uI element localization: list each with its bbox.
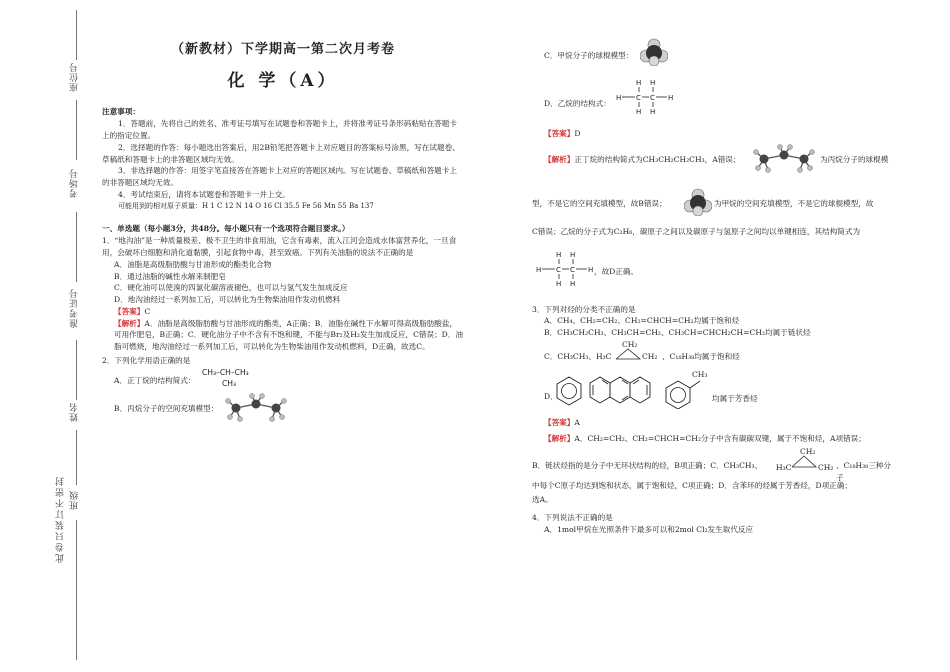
q2-analysis-line2 bbox=[532, 188, 894, 218]
q3-option-c-tail: 、C₁₈H₃₈均属于饱和烃 bbox=[662, 351, 740, 361]
atomic-masses: 可能用到的相对原子质量：H 1 C 12 N 14 O 16 Cl 35.5 Fe 56 Mn 55 Ba 137 bbox=[118, 201, 374, 210]
exam-room-label: 考场号 bbox=[70, 168, 80, 198]
q3-analysis-line2 bbox=[532, 446, 894, 483]
svg-text:H: H bbox=[556, 250, 562, 259]
svg-text:C: C bbox=[650, 94, 655, 102]
q1-option-a: A．油脂是高级脂肪酸与甘油形成的酯类化合物 bbox=[114, 259, 272, 269]
svg-text:H: H bbox=[636, 108, 642, 116]
svg-text:H: H bbox=[650, 79, 656, 87]
room-number-line bbox=[76, 100, 77, 160]
q2-analysis-line3 bbox=[532, 250, 894, 290]
q2-option-a-text: A．正丁烷的结构简式： bbox=[114, 375, 196, 385]
answer-value: C bbox=[144, 306, 151, 316]
q1-answer bbox=[102, 306, 464, 318]
benzene-ring-icon bbox=[554, 375, 584, 407]
svg-text:H: H bbox=[650, 108, 656, 116]
svg-text:H: H bbox=[636, 79, 642, 87]
exam-title: （新教材）下学期高一第二次月考卷 bbox=[170, 42, 395, 57]
analysis-text: B．链状烃指的是分子中无环状结构的烃，B项正确；C．CH₃CH₃、 bbox=[532, 461, 763, 471]
q2-formula-bottom: CH₃ bbox=[222, 378, 237, 388]
q2-option-b-text: B．丙烷分子的空间充填模型： bbox=[114, 403, 219, 413]
analysis-text: 为丙烷分子的球棍模 bbox=[820, 154, 889, 164]
q1-stem: 1．“地沟油”是一种质量极差、极不卫生的非食用油，它含有毒素，流入江河会造成水体富营养化，一旦食用，会破坏白细胞和消化道黏膜，引起食物中毒，甚至致癌。下列有关油脂的说法不正确的是 bbox=[102, 236, 457, 257]
analysis-text: C错误；乙烷的分子式为C₂H₆，碳原子之间以及碳原子与氢原子之间均以单键相连，其结构简式为 bbox=[532, 226, 861, 236]
svg-text:H: H bbox=[668, 94, 674, 102]
cyclopropane-right-label: CH₂ bbox=[642, 351, 658, 361]
q2-option-d-text: D．乙烷的结构式： bbox=[544, 99, 611, 108]
q3-option-d bbox=[532, 369, 894, 409]
q3-option-a: A．CH₄、CH₂=CH₂、CH₂=CHCH=CH₂均属于饱和烃 bbox=[544, 316, 740, 326]
svg-text:H: H bbox=[536, 265, 542, 274]
note-item: 1．答题前，先将自己的姓名、准考证号填写在试题卷和答题卡上，并将准考证号条形码粘贴在答题卡上的指定位置。 bbox=[102, 119, 457, 141]
cyclopropane-left-label: H₃C bbox=[776, 463, 792, 473]
class-line bbox=[76, 430, 77, 485]
propane-ball-stick-icon bbox=[750, 144, 818, 174]
seat-number-label: 座位号 bbox=[70, 62, 80, 92]
svg-text:C: C bbox=[636, 94, 641, 102]
cyclopropane-right-label: CH₂ bbox=[818, 463, 834, 473]
q2-option-a bbox=[102, 367, 464, 393]
subject-title: 化 学（A） bbox=[227, 71, 339, 92]
svg-text:C: C bbox=[556, 265, 561, 274]
cyclopropane-top-label: CH₂ bbox=[800, 447, 816, 457]
analysis-text: 型，不是它的空间充填模型，故B错误； bbox=[532, 198, 667, 208]
analysis-text: 为甲烷的空间充填模型，不是它的球棍模型，故 bbox=[714, 198, 874, 208]
q2-answer bbox=[532, 128, 894, 140]
q3-option-d-tail: 均属于芳香烃 bbox=[712, 393, 758, 403]
answer-value: A bbox=[574, 417, 580, 427]
question-2 bbox=[102, 355, 464, 423]
analysis-text: A．油脂是高级脂肪酸与甘油形成的酯类，A正确；B．油脂在碱性下水解可得高级脂肪酸盐，可用作肥皂，B正确；C．硬化油分子中不含有不饱和键，不能与Br₂及H₂发生加成反应，C错误；D．油脂可燃烧，地沟油经过一系列加工后，可以转化为生物柴油用作发动机燃料，D正确，故选C。 bbox=[114, 318, 463, 352]
note-item: 3．非选择题的作答：用签字笔直接答在答题卡上对应的答题区域内。写在试题卷、草稿纸和答题卡上的非答题区域均无效。 bbox=[102, 166, 457, 188]
q3-analysis bbox=[532, 433, 894, 445]
q1-option-d: D．地沟油经过一系列加工后，可以转化为生物柴油用作发动机燃料 bbox=[114, 295, 341, 305]
answer-label: 【答案】 bbox=[114, 306, 145, 316]
svg-text:C: C bbox=[570, 265, 575, 274]
svg-text:H: H bbox=[556, 279, 562, 288]
ticket-number-line bbox=[76, 212, 77, 282]
anthracene-icon bbox=[588, 375, 658, 407]
q3-option-d-text: D． bbox=[544, 391, 558, 401]
q1-option-b: B．通过油脂的碱性水解来制肥皂 bbox=[114, 271, 226, 281]
svg-text:H: H bbox=[616, 94, 622, 102]
ethane-structural-formula-icon bbox=[614, 78, 674, 116]
seal-notice: 此卷只装订不密封 bbox=[56, 475, 66, 563]
analysis-text: A．CH₂=CH₂、CH₂=CHCH=CH₂分子中含有碳碳双键，属于不饱和烃，A项错误； bbox=[574, 433, 866, 443]
q2-formula-top: CH₃–CH–CH₃ bbox=[202, 367, 249, 377]
question-1 bbox=[102, 235, 464, 353]
q2-option-b bbox=[102, 393, 464, 423]
analysis-label: 【解析】 bbox=[544, 433, 575, 443]
q1-option-c: C．硬化油可以使溴的四氯化碳溶液褪色，也可以与氢气发生加成反应 bbox=[114, 283, 348, 293]
note-item: 2．选择题的作答：每小题选出答案后，用2B铅笔把答题卡上对应题目的答案标号涂黑，写在试题卷、草稿纸和答题卡上的非答题区域均无效。 bbox=[102, 142, 460, 164]
methane-space-filling-icon bbox=[640, 38, 668, 66]
right-column bbox=[532, 38, 894, 535]
q2-option-c bbox=[532, 38, 894, 72]
name-line bbox=[76, 340, 77, 400]
q3-stem: 3．下列对烃的分类不正确的是 bbox=[532, 304, 636, 314]
answer-value: D bbox=[574, 129, 581, 138]
question-3 bbox=[532, 304, 894, 506]
methane-space-filling-icon bbox=[684, 188, 712, 216]
note-item: 4．考试结束后，请将本试题卷和答题卡一并上交。 bbox=[118, 189, 290, 199]
q2-analysis-line1 bbox=[532, 144, 894, 178]
analysis-label: 【解析】 bbox=[114, 318, 145, 328]
notes-heading: 注意事项： bbox=[102, 107, 140, 117]
q3-option-c-text: C．CH₃CH₃、H₃C bbox=[544, 351, 612, 361]
q4-option-a: A．1mol甲烷在光照条件下最多可以和2mol Cl₂发生取代反应 bbox=[544, 524, 754, 534]
question-4 bbox=[532, 512, 894, 536]
analysis-text: 、C₁₈H₃₈三种分子 bbox=[836, 461, 891, 483]
analysis-text: ，故D正确。 bbox=[594, 266, 639, 276]
svg-text:H: H bbox=[588, 265, 594, 274]
cyclopropane-ring-icon bbox=[614, 347, 644, 361]
svg-text:H: H bbox=[570, 250, 576, 259]
svg-text:H: H bbox=[570, 279, 576, 288]
answer-label: 【答案】 bbox=[544, 129, 575, 138]
notes-block bbox=[102, 106, 464, 211]
class-label: 班级 bbox=[70, 490, 80, 510]
section-heading: 一、单选题（每小题3分，共48分。每小题只有一个选项符合题目要求。） bbox=[102, 224, 350, 234]
q2-stem: 2．下列化学用语正确的是 bbox=[102, 355, 191, 365]
toluene-methyl-label: CH₃ bbox=[692, 369, 708, 379]
toluene-icon bbox=[664, 377, 704, 409]
q3-answer bbox=[532, 417, 894, 429]
cyclopropane-ring-icon bbox=[790, 454, 820, 470]
name-label: 姓名 bbox=[70, 402, 80, 422]
q1-analysis bbox=[102, 318, 464, 353]
q2-option-c-text: C．甲烷分子的球棍模型： bbox=[544, 51, 634, 60]
q4-stem: 4．下列说法不正确的是 bbox=[532, 512, 613, 522]
seat-number-line bbox=[76, 10, 77, 60]
analysis-text: 选A。 bbox=[532, 495, 553, 505]
analysis-first bbox=[544, 154, 740, 166]
bottom-line bbox=[76, 520, 77, 660]
analysis-text: 中每个C原子均达到饱和状态，属于饱和烃，C项正确；D．含苯环的烃属于芳香烃，D项正确； bbox=[532, 481, 852, 491]
q3-option-c bbox=[532, 339, 894, 367]
answer-label: 【答案】 bbox=[544, 417, 575, 427]
q3-option-b: B．CH₃CH₂CH₃、CH₃CH=CH₂、CH₃CH=CHCH₂CH=CH₂均属于链状烃 bbox=[544, 328, 811, 338]
analysis-text: 正丁烷的结构简式为CH₃CH₂CH₂CH₃，A错误； bbox=[574, 154, 741, 164]
analysis-label: 【解析】 bbox=[544, 154, 575, 164]
binding-gutter bbox=[0, 0, 95, 672]
ethane-structural-formula-icon bbox=[536, 250, 594, 288]
left-column bbox=[102, 40, 464, 423]
ticket-number-label: 准考证号 bbox=[70, 288, 80, 328]
cyclopropane-top-label: CH₂ bbox=[622, 339, 638, 349]
q2-option-d bbox=[532, 76, 894, 116]
propane-ball-stick-icon bbox=[222, 393, 294, 423]
